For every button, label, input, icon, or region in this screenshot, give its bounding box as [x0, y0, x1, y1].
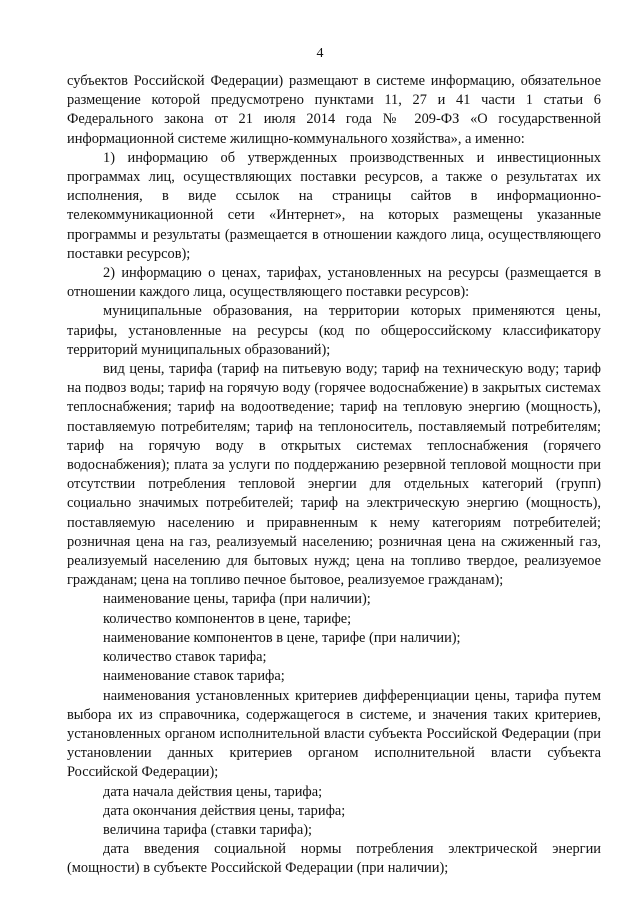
paragraph: наименование компонентов в цене, тарифе (при наличии);	[103, 629, 461, 646]
paragraph: вид цены, тарифа (тариф на питьевую воду; тариф на техническую воду; тариф на подвоз воды; тариф на горячую воду (горячее водоснабжение) в закрытых системах теплоснабжения; тариф на водоотведение; тариф на тепловую энергию (мощность), поставляемую потребителям; тариф на теплоноситель, поставляемый потребителям; тариф на горячую воду в открытых системах теплоснабжения (горячего водоснабжения); плата за услуги по поддержанию резервной тепловой мощности при отсутствии потребления тепловой энергии для отдельных категорий (групп) социально значимых потребителей; тариф на электрическую энергию (мощность), поставляемую населению и приравненным к нему категориям потребителей; розничная цена на газ, реализуемый населению; розничная цена на сжиженный газ, реализуемый населению для бытовых нужд; цена на топливо твердое, реализуемое гражданам; цена на топливо печное бытовое, реализуемое гражданам);	[67, 361, 601, 589]
paragraph: наименования установленных критериев дифференциации цены, тарифа путем выбора их из справочника, содержащегося в системе, и значения таких критериев, установленных органом исполнительной власти субъекта Российской Федерации (при установлении данных критериев органом исполнительной власти субъекта Российской Федерации);	[67, 687, 601, 781]
paragraph: количество ставок тарифа;	[103, 649, 267, 666]
paragraph: величина тарифа (ставки тарифа);	[103, 821, 313, 838]
paragraph: наименование ставок тарифа;	[103, 668, 285, 685]
paragraph: наименование цены, тарифа (при наличии);	[103, 591, 371, 608]
paragraph: 2) информацию о ценах, тарифах, установленных на ресурсы (размещается в отношении каждого лица, осуществляющего поставки ресурсов):	[67, 265, 601, 301]
paragraph: количество компонентов в цене, тарифе;	[103, 610, 352, 627]
paragraph: дата окончания действия цены, тарифа;	[103, 802, 346, 819]
paragraph: дата введения социальной нормы потребления электрической энергии (мощности) в субъекте Российской Федерации (при наличии);	[67, 841, 601, 877]
paragraph: муниципальные образования, на территории которых применяются цены, тарифы, установленные на ресурсы (код по общероссийскому классификатору территорий муниципальных образований);	[67, 303, 601, 358]
page-number: 4	[316, 46, 324, 61]
paragraph: дата начала действия цены, тарифа;	[103, 783, 323, 800]
document-body	[67, 72, 601, 879]
paragraph: 1) информацию об утвержденных производственных и инвестиционных программах лиц, осуществляющих поставки ресурсов, а также о результатах их исполнения, в виде ссылок на страницы сайтов в информационно-телекоммуникационной сети «Интернет», на которых размещены указанные программы и результаты (размещается в отношении каждого лица, осуществляющего поставки ресурсов);	[67, 149, 601, 262]
paragraph: субъектов Российской Федерации) размещают в системе информацию, обязательное размещение которой предусмотрено пунктами 11, 27 и 41 части 1 статьи 6 Федерального закона от 21 июля 2014 года № 209-ФЗ «О государственной информационной системе жилищно-коммунального хозяйства», а именно:	[67, 73, 601, 147]
